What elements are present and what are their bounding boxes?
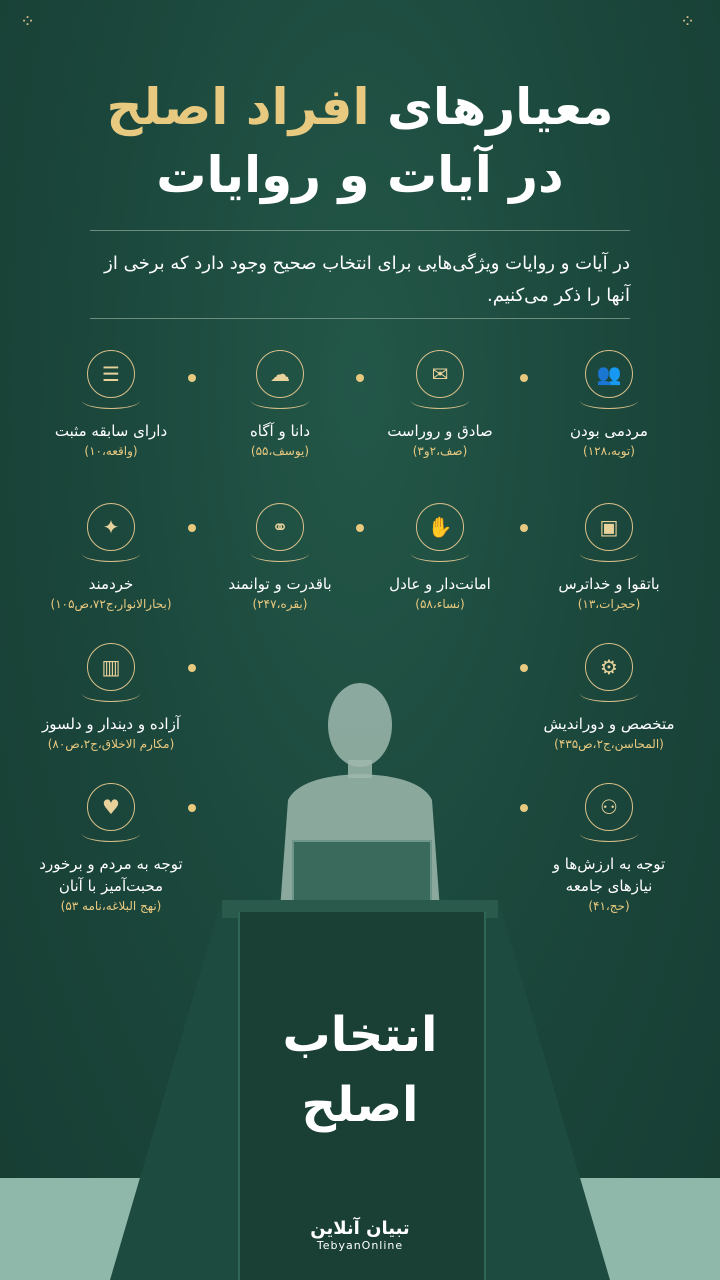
- gear-person-icon: ⚙: [585, 643, 633, 691]
- criterion-item: [534, 643, 684, 751]
- brand-name: تبیان آنلاین: [310, 1218, 410, 1239]
- title-part1: معیارهای: [387, 78, 614, 136]
- people-icon: 👥: [585, 350, 633, 398]
- criterion-label: دارای سابقه مثبت: [54, 422, 168, 440]
- criterion-item: [534, 783, 684, 913]
- criterion-item: [365, 503, 515, 611]
- chain-icon: ⚭: [256, 503, 304, 551]
- corner-ornament: ⁘: [680, 11, 697, 32]
- criterion-label: مردمی بودن: [570, 422, 648, 440]
- dot: [356, 374, 364, 382]
- criterion-label: امانت‌دار و عادل: [389, 575, 491, 593]
- resume-icon: ☰: [87, 350, 135, 398]
- criterion-item: [36, 783, 186, 913]
- criterion-ref: (توبه،۱۲۸): [583, 444, 635, 458]
- podium-line1: انتخاب: [282, 1007, 438, 1063]
- criterion-ref: (بقره،۲۴۷): [252, 597, 308, 611]
- criterion-label: دانا و آگاه: [249, 422, 311, 440]
- dot: [188, 804, 196, 812]
- criterion-item: [36, 350, 186, 458]
- criterion-ref: (حج،۴۱): [588, 899, 630, 913]
- book-icon: ▣: [585, 503, 633, 551]
- dot: [520, 374, 528, 382]
- handshake-icon: ✋: [416, 503, 464, 551]
- intro-text: در آیات و روایات ویژگی‌هایی برای انتخاب صحیح وجود دارد که برخی از آنها را ذکر می‌کنیم.: [104, 253, 630, 306]
- criterion-label: باقدرت و توانمند: [228, 575, 332, 593]
- criterion-label: باتقوا و خداترس: [558, 575, 660, 593]
- criterion-label: توجه به مردم و برخورد محبت‌آمیز با آنان: [39, 855, 183, 895]
- dot: [520, 664, 528, 672]
- podium-text: [238, 1000, 482, 1140]
- brain-icon: ☁: [256, 350, 304, 398]
- criterion-label: متخصص و دوراندیش: [543, 715, 675, 733]
- brand-logo: [238, 1218, 482, 1252]
- dot: [356, 524, 364, 532]
- divider: [90, 318, 630, 319]
- title-part2: افراد اصلح: [106, 78, 370, 136]
- criterion-label: توجه به ارزش‌ها و نیازهای جامعه: [552, 855, 666, 895]
- criterion-ref: (مکارم الاخلاق،ج۲،ص۸۰): [47, 737, 175, 751]
- criterion-ref: (نساء،۵۸): [415, 597, 465, 611]
- dot: [188, 524, 196, 532]
- hand-heart-icon: ♥: [87, 783, 135, 831]
- criterion-item: [36, 643, 186, 751]
- criterion-label: آزاده و دیندار و دلسوز: [42, 715, 180, 733]
- criterion-ref: (بحارالانوار،ج۷۲،ص۱۰۵): [50, 597, 172, 611]
- dot: [188, 664, 196, 672]
- prayer-rug-icon: ▥: [87, 643, 135, 691]
- criterion-item: [365, 350, 515, 458]
- corner-ornament: ⁘: [20, 11, 37, 32]
- speech-check-icon: ✉: [416, 350, 464, 398]
- dot: [520, 804, 528, 812]
- lightbulb-icon: ✦: [87, 503, 135, 551]
- brand-name-en: TebyanOnline: [316, 1239, 404, 1252]
- criterion-item: [205, 350, 355, 458]
- family-icon: ⚇: [585, 783, 633, 831]
- criterion-item: [534, 503, 684, 611]
- divider: [90, 230, 630, 231]
- criterion-ref: (واقعه،۱۰): [84, 444, 138, 458]
- criterion-item: [205, 503, 355, 611]
- criterion-item: [534, 350, 684, 458]
- page-subtitle: در آیات و روایات: [156, 146, 564, 204]
- criterion-ref: (حجرات،۱۳): [577, 597, 641, 611]
- criterion-item: [36, 503, 186, 611]
- criterion-label: صادق و روراست: [387, 422, 493, 440]
- podium-line2: اصلح: [301, 1077, 419, 1133]
- dot: [520, 524, 528, 532]
- dot: [188, 374, 196, 382]
- page-title: [0, 78, 720, 136]
- criterion-ref: (نهج البلاغه،نامه ۵۳): [60, 899, 162, 913]
- criterion-ref: (صف،۲و۳): [412, 444, 468, 458]
- criterion-ref: (یوسف،۵۵): [250, 444, 310, 458]
- criterion-label: خردمند: [88, 575, 134, 593]
- criterion-ref: (المحاسن،ج۲،ص۴۳۵): [554, 737, 664, 751]
